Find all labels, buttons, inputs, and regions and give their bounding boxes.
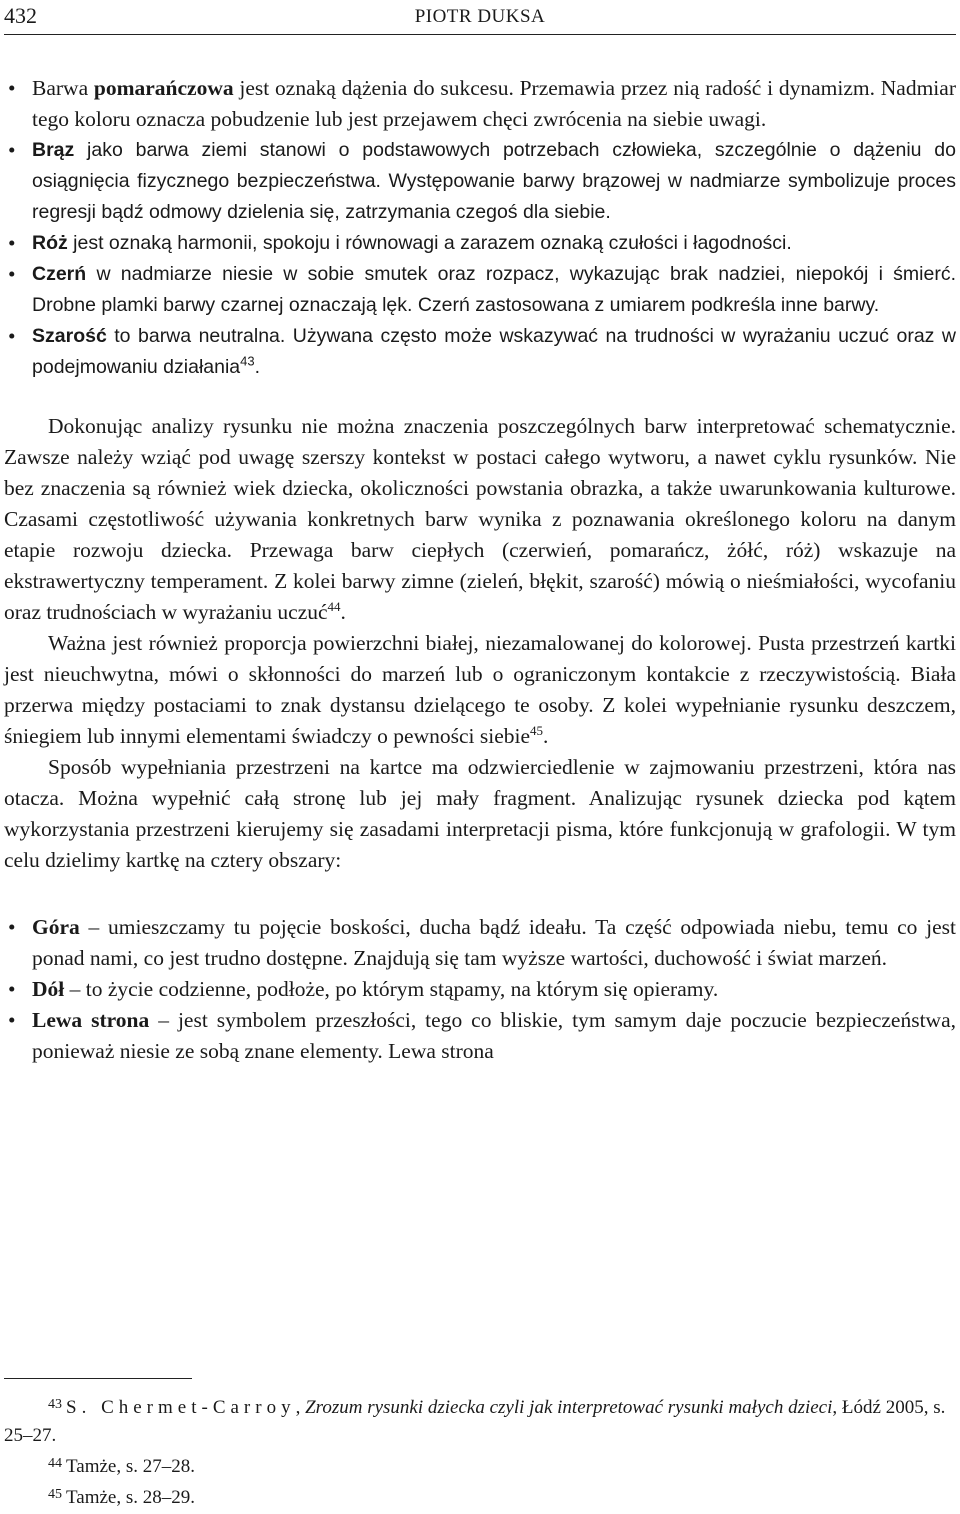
term-black: Czerń bbox=[32, 263, 87, 285]
page-area-list bbox=[4, 912, 956, 1067]
list-item-top: • Góra – umieszczamy tu pojęcie boskości, ducha bądź ideału. Ta część odpowiada niebu, temu co jest ponad nami, co jest trudno dostępne. Znajdują się tam wyższe wartości, duchowość i świat marzeń. bbox=[4, 912, 956, 974]
term-brown: Brąz bbox=[32, 139, 75, 161]
list-item-left: • Lewa strona – jest symbolem przeszłości, tego co bliskie, tym samym daje poczucie bezpieczeństwa, ponieważ niesie ze sobą znane elementy. Lewa strona bbox=[4, 1005, 956, 1067]
term-grey: Szarość bbox=[32, 325, 107, 347]
list-item-pink: • Róż jest oznaką harmonii, spokoju i równowagi a zarazem oznaką czułości i łagodności. bbox=[4, 228, 956, 259]
color-meaning-list bbox=[4, 73, 956, 383]
footnote-ref-45: 45 bbox=[530, 722, 544, 738]
list-item-bottom: • Dół – to życie codzienne, podłoże, po którym stąpamy, na którym się opieramy. bbox=[4, 974, 956, 1005]
paragraph: Sposób wypełniania przestrzeni na kartce ma odzwierciedlenie w zajmowaniu przestrzeni, która nas otacza. Można wypełnić całą stronę lub jej mały fragment. Analizując rysunek dziecka pod kątem wykorzystania przestrzeni kierujemy się zasadami interpretacji pisma, które funkcjonują w grafologii. W tym celu dzielimy kartkę na cztery obszary: bbox=[4, 755, 956, 872]
body-text bbox=[4, 411, 956, 876]
paragraph: Dokonując analizy rysunku nie można znaczenia poszczególnych barw interpretować schematycznie. Zawsze należy wziąć pod uwagę szerszy kontekst w postaci całego wytworu, a nawet cyklu rysunków. Nie bez znaczenia są również wiek dziecka, okoliczności powstania obrazka, a także uwarunkowania kulturowe. Czasami częstotliwość używania konkretnych barw wynika z poznawania określonego koloru na danym etapie rozwoju dziecka. Przewaga barw ciepłych (czerwień, pomarańcz, żółć, róż) wskazuje na ekstrawertyczny temperament. Z kolei barwy zimne (zieleń, błękit, szarość) mówią o nieśmiałości, wycofaniu oraz trudnościach w wyrażaniu uczuć$^{44}$. bbox=[4, 414, 956, 624]
term-pink: Róż bbox=[32, 232, 68, 254]
term-orange: pomarańczowa bbox=[93, 76, 234, 100]
footnotes bbox=[4, 1378, 956, 1512]
list-item-brown: • Brąz jako barwa ziemi stanowi o podstawowych potrzebach człowieka, szczególnie o dążeniu do osiągnięcia fizycznego bezpieczeństwa. Występowanie barwy brązowej w nadmiarze symbolizuje proces regresji bądź odmowy dzielenia się, zatrzymania czegoś dla siebie. bbox=[4, 135, 956, 228]
term-left: Lewa strona bbox=[32, 1008, 150, 1032]
term-bottom: Dół bbox=[32, 977, 65, 1001]
term-top: Góra bbox=[32, 915, 80, 939]
footnote-44: $^{44}$ Tamże, s. 27–28. bbox=[48, 1456, 196, 1477]
footnote-43: $^{43}$ S. Chermet-Carroy, Zrozum rysunki dziecka czyli jak interpretować rysunki małych dzieci, Łódź 2005, s. 25–27. bbox=[4, 1397, 946, 1446]
running-header bbox=[4, 0, 956, 35]
list-item-orange: • Barwa pomarańczowa jest oznaką dążenia do sukcesu. Przemawia przez nią radość i dynamizm. Nadmiar tego koloru oznacza pobudzenie lub jest przejawem chęci zwrócenia na siebie uwagi. bbox=[4, 73, 956, 135]
running-title: PIOTR DUKSA bbox=[414, 6, 546, 27]
paragraph: Ważna jest również proporcja powierzchni białej, niezamalowanej do kolorowej. Pusta przestrzeń kartki jest nieuchwytna, mówi o skłonności do marzeń lub o ograniczonym kontakcie z rzeczywistością. Biała przerwa między postaciami to znak dystansu dzielącego te osoby. Z kolei wypełnianie rysunku deszczem, śniegiem lub innymi elementami świadczy o pewności siebie$^{45}$. bbox=[4, 631, 956, 748]
footnote-ref-44: 44 bbox=[327, 598, 341, 614]
page-number: 432 bbox=[4, 3, 37, 28]
list-item-black: • Czerń w nadmiarze niesie w sobie smutek oraz rozpacz, wykazując brak nadziei, niepokój i śmierć. Drobne plamki barwy czarnej oznaczają lęk. Czerń zastosowana z umiarem podkreśla inne barwy. bbox=[4, 259, 956, 321]
footnote-ref-43: 43 bbox=[240, 353, 255, 369]
list-item-grey: • Szarość to barwa neutralna. Używana często może wskazywać na trudności w wyrażaniu uczuć oraz w podejmowaniu działania$^{43}$. bbox=[4, 321, 956, 383]
footnote-divider bbox=[4, 1378, 192, 1379]
footnote-45: $^{45}$ Tamże, s. 28–29. bbox=[48, 1487, 196, 1508]
